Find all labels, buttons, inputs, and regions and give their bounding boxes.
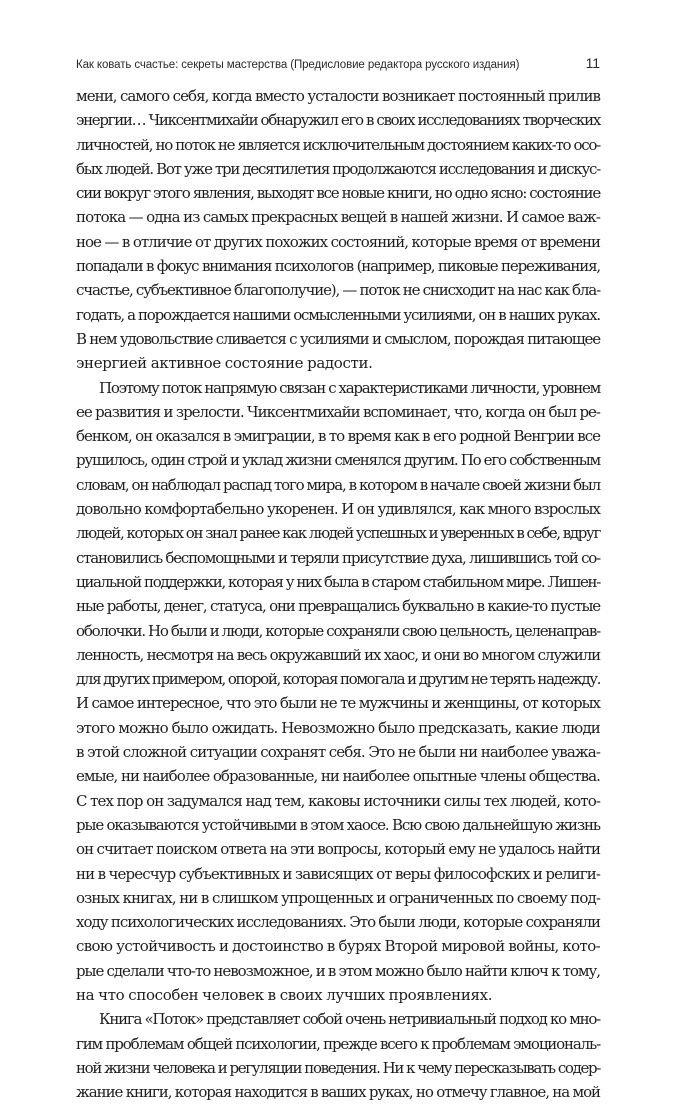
- text-line: емые, ни наиболее образованные, ни наиболее опытные члены общества.: [76, 767, 600, 786]
- body-text: [76, 84, 600, 1104]
- text-line: озных книгах, ни в слишком упрощенных и ограниченных по своему под-: [76, 888, 600, 907]
- text-line: для других примером, опорой, которая помогала и другим не терять надежду.: [76, 670, 601, 689]
- running-header: [76, 55, 600, 71]
- text-line: Книга «Поток» представляет собой очень нетривиальный подход ко мно-: [99, 1010, 600, 1029]
- text-line: потока — одна из самых прекрасных вещей в нашей жизни. И самое важ-: [76, 208, 600, 227]
- text-line: И самое интересное, что это были не те мужчины и женщины, от которых: [76, 694, 600, 713]
- text-line: сии вокруг этого явления, выходят все новые книги, но одно ясно: состояние: [76, 184, 600, 203]
- text-line: рые сделали что-то невозможное, и в этом можно было найти ключ к тому,: [76, 961, 600, 980]
- text-line: ее развития и зрелости. Чиксентмихайи вспоминает, что, когда он был ре-: [76, 402, 600, 421]
- text-line: он считает поиском ответа на эти вопросы, который ему не удалось найти: [76, 840, 600, 859]
- text-line: ходу психологических исследованиях. Это были люди, которые сохраняли: [76, 913, 600, 932]
- running-title: Как ковать счастье: секреты мастерства (Предисловие редактора русского издания): [76, 59, 520, 71]
- text-line: мени, самого себя, когда вместо усталости возникает постоянный прилив: [76, 87, 600, 105]
- text-line: ное — в отличие от других похожих состояний, которые время от времени: [76, 232, 600, 251]
- text-line: энергии… Чиксентмихайи обнаружил его в своих исследованиях творческих: [76, 111, 600, 130]
- text-line: рые оказываются устойчивыми в этом хаосе. Всю свою дальнейшую жизнь: [76, 815, 600, 834]
- text-line: людей, которых он знал ранее как людей успешных и уверенных в себе, вдруг: [76, 524, 600, 543]
- text-line: рушилось, один строй и уклад жизни сменялся другим. По его собственным: [76, 451, 600, 470]
- text-line: ной жизни человека и регуляции поведения. Ни к чему пересказывать содер-: [76, 1058, 600, 1077]
- paragraph: [76, 1007, 600, 1104]
- text-line: словам, он наблюдал распад того мира, в котором в начале своей жизни был: [76, 475, 600, 494]
- text-line: ленность, несмотря на весь окружавший их хаос, и они во многом служили: [76, 645, 600, 664]
- text-line: энергией активное состояние радости.: [76, 354, 373, 373]
- text-line: счастье, субъективное благополучие), — поток не снисходит на нас как бла-: [76, 281, 600, 300]
- text-line: ные работы, денег, статуса, они превращались буквально в какие-то пустые: [76, 597, 600, 616]
- text-line: оболочки. Но были и люди, которые сохраняли свою цельность, целенаправ-: [76, 621, 600, 640]
- text-line: личностей, но поток не является исключительным достоянием каких-то осо-: [76, 135, 600, 154]
- text-line: В нем удовольствие сливается с усилиями и смыслом, порождая питающее: [76, 329, 600, 348]
- paragraph: [76, 376, 600, 1008]
- text-line: попадали в фокус внимания психологов (например, пиковые переживания,: [76, 257, 600, 276]
- text-line: жание книги, которая находится в ваших руках, но отмечу главное, на мой: [76, 1083, 600, 1102]
- page-number: 11: [585, 55, 600, 71]
- text-line: довольно комфортабельно укоренен. И он удивлялся, как много взрослых: [76, 500, 600, 519]
- text-line: становились беспомощными и теряли присутствие духа, лишившись той со-: [76, 548, 600, 567]
- text-line: этого можно было ожидать. Невозможно было предсказать, какие люди: [76, 718, 600, 737]
- text-line: годать, а порождается нашими осмысленными усилиями, он в наших руках.: [76, 305, 600, 324]
- text-line: ни в чересчур субъективных и зависящих от веры философских и религи-: [76, 864, 600, 883]
- text-line: циальной поддержки, которая у них была в старом стабильном мире. Лишен-: [76, 572, 600, 591]
- paragraph: [76, 84, 600, 376]
- text-line: Поэтому поток напрямую связан с характеристиками личности, уровнем: [99, 378, 600, 397]
- text-line: в этой сложной ситуации сохранят себя. Это не были ни наиболее уважа-: [76, 743, 600, 762]
- text-line: гим проблемам общей психологии, прежде всего к проблемам эмоциональ-: [76, 1034, 600, 1053]
- text-line: свою устойчивость и достоинство в бурях Второй мировой войны, кото-: [76, 937, 600, 956]
- text-line: на что способен человек в своих лучших проявлениях.: [76, 985, 493, 1004]
- text-line: бых людей. Вот уже три десятилетия продолжаются исследования и дискус-: [76, 159, 600, 178]
- text-line: С тех пор он задумался над тем, каковы источники силы тех людей, кото-: [76, 791, 600, 810]
- text-line: бенком, он оказался в эмиграции, в то время как в его родной Венгрии все: [76, 427, 600, 446]
